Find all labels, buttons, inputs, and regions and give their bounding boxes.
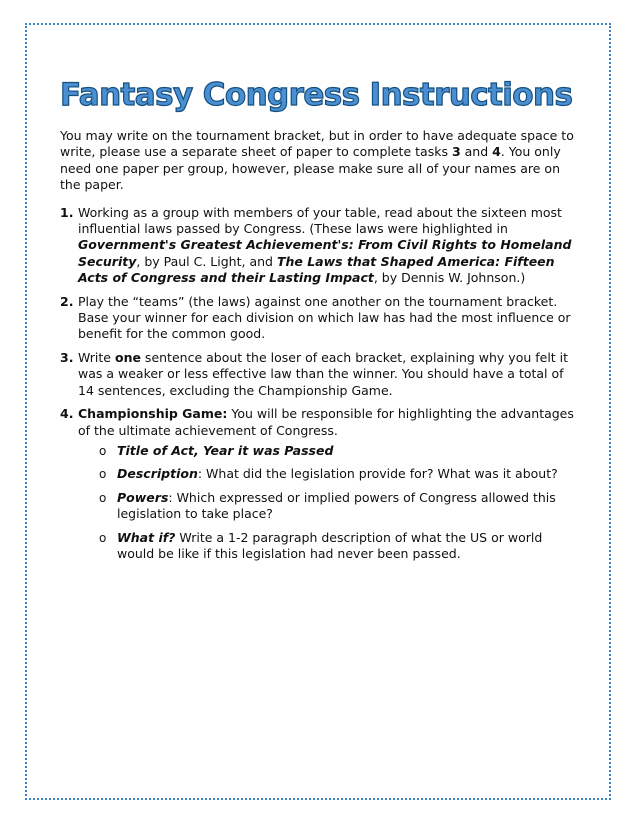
sub-item-label: Description	[117, 466, 198, 482]
page-title: Fantasy Congress Instructions	[60, 77, 573, 113]
task-number: 3.	[60, 349, 74, 365]
instructions-body	[60, 128, 580, 569]
intro-text-2: and	[460, 144, 493, 160]
sub-item-text: : Which expressed or implied powers of Congress allowed this legislation to take place?	[117, 489, 556, 522]
task-number: 1.	[60, 204, 74, 220]
intro-text-3: . You only need one paper per group, however, please make sure all of your names are on the paper.	[60, 144, 561, 193]
sub-item-label: Title of Act, Year it was Passed	[117, 442, 334, 458]
task-item-1	[60, 205, 580, 287]
championship-sublist	[78, 443, 580, 562]
task-text: Play the “teams” (the laws) against one another on the tournament bracket. Base your winner for each division on which law has had the most influence or benefit for the common good.	[78, 293, 571, 342]
sub-item-text: : What did the legislation provide for? What was it about?	[197, 466, 558, 482]
task-item-3	[60, 350, 580, 399]
intro-task-3: 3	[451, 144, 461, 160]
task-text: , by Paul C. Light, and	[136, 253, 277, 269]
task-text: Write	[78, 349, 115, 365]
task-text: You will be responsible for highlighting the advantages of the ultimate achievement of Congress.	[78, 406, 574, 438]
sub-item-label: What if?	[117, 529, 176, 545]
bullet-marker: o	[99, 490, 107, 505]
task-text: sentence about the loser of each bracket, explaining why you felt it was a weaker or less effective law than the winner. You should have a total of 14 sentences, excluding the Championship Game.	[78, 349, 569, 398]
sub-item-text: Write a 1-2 paragraph description of what the US or world would be like if this legislation had never been passed.	[117, 529, 543, 561]
book-title-2: The Laws that Shaped America: Fifteen Acts of Congress and their Lasting Impact	[78, 253, 555, 286]
intro-text-1: You may write on the tournament bracket, but in order to have adequate space to write, please use a separate sheet of paper to complete tasks	[60, 128, 574, 160]
sub-item-label: Powers	[117, 489, 169, 505]
sub-item-what-if	[78, 530, 580, 563]
sub-item-title	[78, 443, 580, 459]
task-list	[60, 205, 580, 563]
championship-label: Championship Game:	[78, 406, 228, 422]
bullet-marker: o	[99, 443, 107, 458]
bullet-marker: o	[99, 467, 107, 482]
task-text: Working as a group with members of your table, read about the sixteen most influential laws passed by Congress. (These laws were highlighted in	[78, 204, 562, 237]
task-emphasis: one	[114, 349, 141, 365]
task-number: 2.	[60, 293, 74, 309]
task-item-2	[60, 294, 580, 343]
intro-task-4: 4	[492, 144, 501, 160]
task-number: 4.	[60, 406, 74, 422]
intro-paragraph	[60, 128, 580, 194]
bullet-marker: o	[99, 530, 107, 545]
sub-item-powers	[78, 490, 580, 523]
task-text: , by Dennis W. Johnson.)	[373, 270, 526, 286]
task-item-4	[60, 406, 580, 562]
book-title-1: Government's Greatest Achievement's: From Civil Rights to Homeland Security	[78, 237, 572, 269]
sub-item-description	[78, 466, 580, 482]
